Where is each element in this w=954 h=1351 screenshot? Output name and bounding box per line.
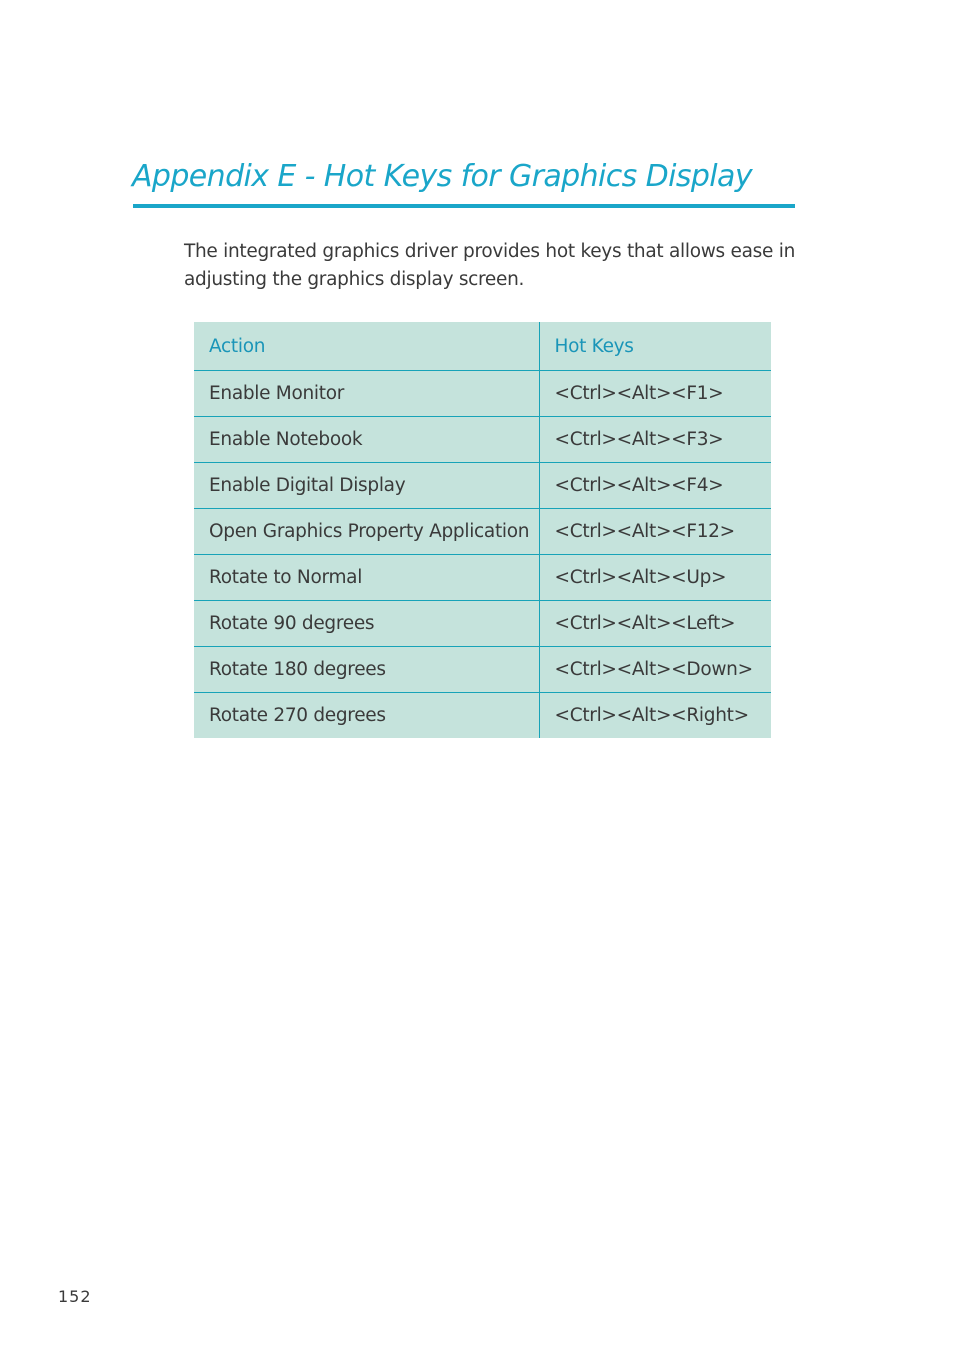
title-underline xyxy=(133,204,795,208)
hot-keys-table xyxy=(194,322,771,738)
column-header-action: Action xyxy=(194,322,539,371)
table-row xyxy=(194,555,771,601)
intro-paragraph: The integrated graphics driver provides hot keys that allows ease in adjusting the graphics display screen. xyxy=(184,241,795,290)
action-cell: Rotate to Normal xyxy=(194,555,539,601)
page-number: 152 xyxy=(58,1287,92,1306)
table-row xyxy=(194,463,771,509)
page-title: Appendix E - Hot Keys for Graphics Display xyxy=(132,159,752,194)
table-row xyxy=(194,601,771,647)
hot-key-cell: <Ctrl><Alt><F4> xyxy=(539,463,771,509)
hot-key-cell: <Ctrl><Alt><Left> xyxy=(539,601,771,647)
table-row xyxy=(194,647,771,693)
action-cell: Enable Digital Display xyxy=(194,463,539,509)
hot-key-cell: <Ctrl><Alt><F3> xyxy=(539,417,771,463)
column-header-hot-keys: Hot Keys xyxy=(554,335,634,357)
hot-key-cell: <Ctrl><Alt><F12> xyxy=(539,509,771,555)
hot-key-cell: <Ctrl><Alt><Up> xyxy=(539,555,771,601)
action-cell: Rotate 180 degrees xyxy=(194,647,539,693)
action-cell: Open Graphics Property Application xyxy=(194,509,539,555)
table-header-row xyxy=(194,322,771,371)
hot-key-cell: <Ctrl><Alt><F1> xyxy=(539,371,771,417)
hot-key-cell: <Ctrl><Alt><Right> xyxy=(539,693,771,739)
hot-key-cell: <Ctrl><Alt><Down> xyxy=(539,647,771,693)
action-cell: Enable Monitor xyxy=(194,371,539,417)
action-cell: Enable Notebook xyxy=(194,417,539,463)
table-row xyxy=(194,693,771,739)
action-cell: Rotate 90 degrees xyxy=(194,601,539,647)
action-cell: Rotate 270 degrees xyxy=(194,693,539,739)
table-row xyxy=(194,509,771,555)
table-row xyxy=(194,371,771,417)
table-row xyxy=(194,417,771,463)
